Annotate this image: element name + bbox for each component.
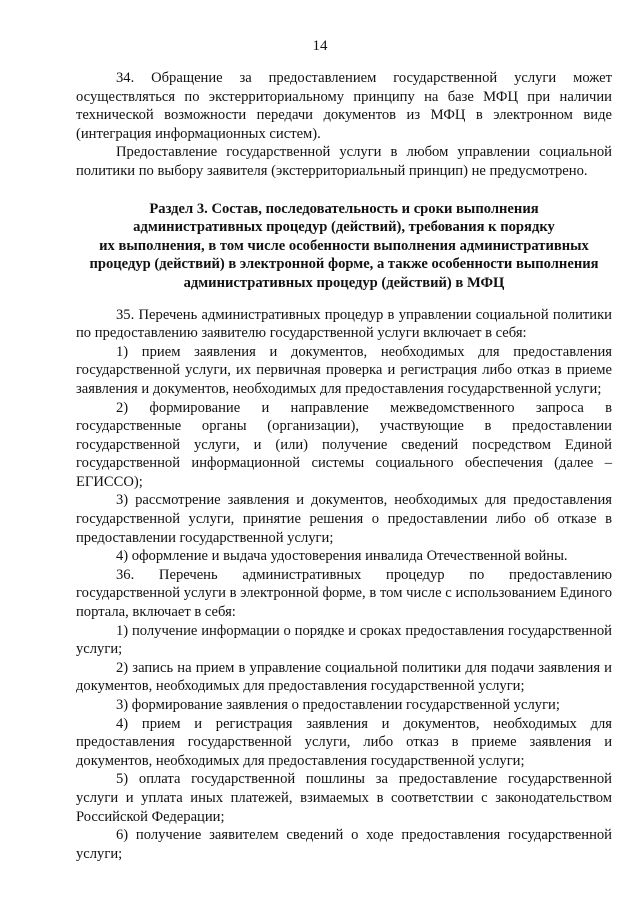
heading-line: Раздел 3. Состав, последовательность и сроки выполнения <box>149 200 539 217</box>
paragraph-34-continued: Предоставление государственной услуги в любом управлении социальной политики по выбору заявителя (экстерриториальный принцип) не предусмотрено. <box>76 144 612 179</box>
list-item: 6) получение заявителем сведений о ходе предоставления государственной услуги; <box>76 827 612 862</box>
list-item: 5) оплата государственной пошлины за предоставление государственной услуги и уплата иных платежей, взимаемых в соответствии с законодательством Российской Федерации; <box>76 771 612 825</box>
paragraph-34: 34. Обращение за предоставлением государственной услуги может осуществляться по экстерриториальному принципу на базе МФЦ при наличии технической возможности передачи документов из МФЦ в электронном виде (интеграция информационных систем). <box>76 70 612 142</box>
heading-line: административных процедур (действий), требования к порядку <box>133 219 555 236</box>
heading-line: их выполнения, в том числе особенности выполнения административных <box>99 237 589 254</box>
list-item: 2) формирование и направление межведомственного запроса в государственные органы (организации), участвующие в предоставлении государственной услуги, и (или) получение сведений посредством Единой государственной информационной системы социального обеспечения (далее – ЕГИССО); <box>76 399 612 490</box>
paragraph-35: 35. Перечень административных процедур в управлении социальной политики по предоставлению заявителю государственной услуги включает в себя: <box>76 306 612 342</box>
paragraph-36: 36. Перечень административных процедур по предоставлению государственной услуги в электронной форме, в том числе с использованием Единого портала, включает в себя: <box>76 566 612 621</box>
heading-line: процедур (действий) в электронной форме, а также особенности выполнения <box>89 256 599 273</box>
page-content <box>76 69 612 863</box>
list-item: 4) оформление и выдача удостоверения инвалида Отечественной войны. <box>116 548 568 565</box>
list-item: 1) прием заявления и документов, необходимых для предоставления государственной услуги, их первичная проверка и регистрация либо отказ в приеме заявления и документов, необходимых для предоставления государственной услуги; <box>76 343 612 397</box>
section-3-heading <box>82 200 606 293</box>
list-item: 3) формирование заявления о предоставлении государственной услуги; <box>116 697 560 713</box>
list-item: 1) получение информации о порядке и сроках предоставления государственной услуги; <box>76 622 612 658</box>
list-item: 2) запись на прием в управление социальной политики для подачи заявления и документов, необходимых для предоставления государственной услуги; <box>76 659 612 695</box>
heading-line: административных процедур (действий) в МФЦ <box>183 274 505 291</box>
list-item: 3) рассмотрение заявления и документов, необходимых для предоставления государственной услуги, принятие решения о предоставлении либо об отказе в предоставлении государственной услуги; <box>76 492 612 546</box>
list-item: 4) прием и регистрация заявления и документов, необходимых для предоставления государственной услуги, либо отказ в приеме заявления и документов, необходимых для предоставления государственной услуги; <box>76 715 612 769</box>
page-number: 14 <box>312 38 328 54</box>
